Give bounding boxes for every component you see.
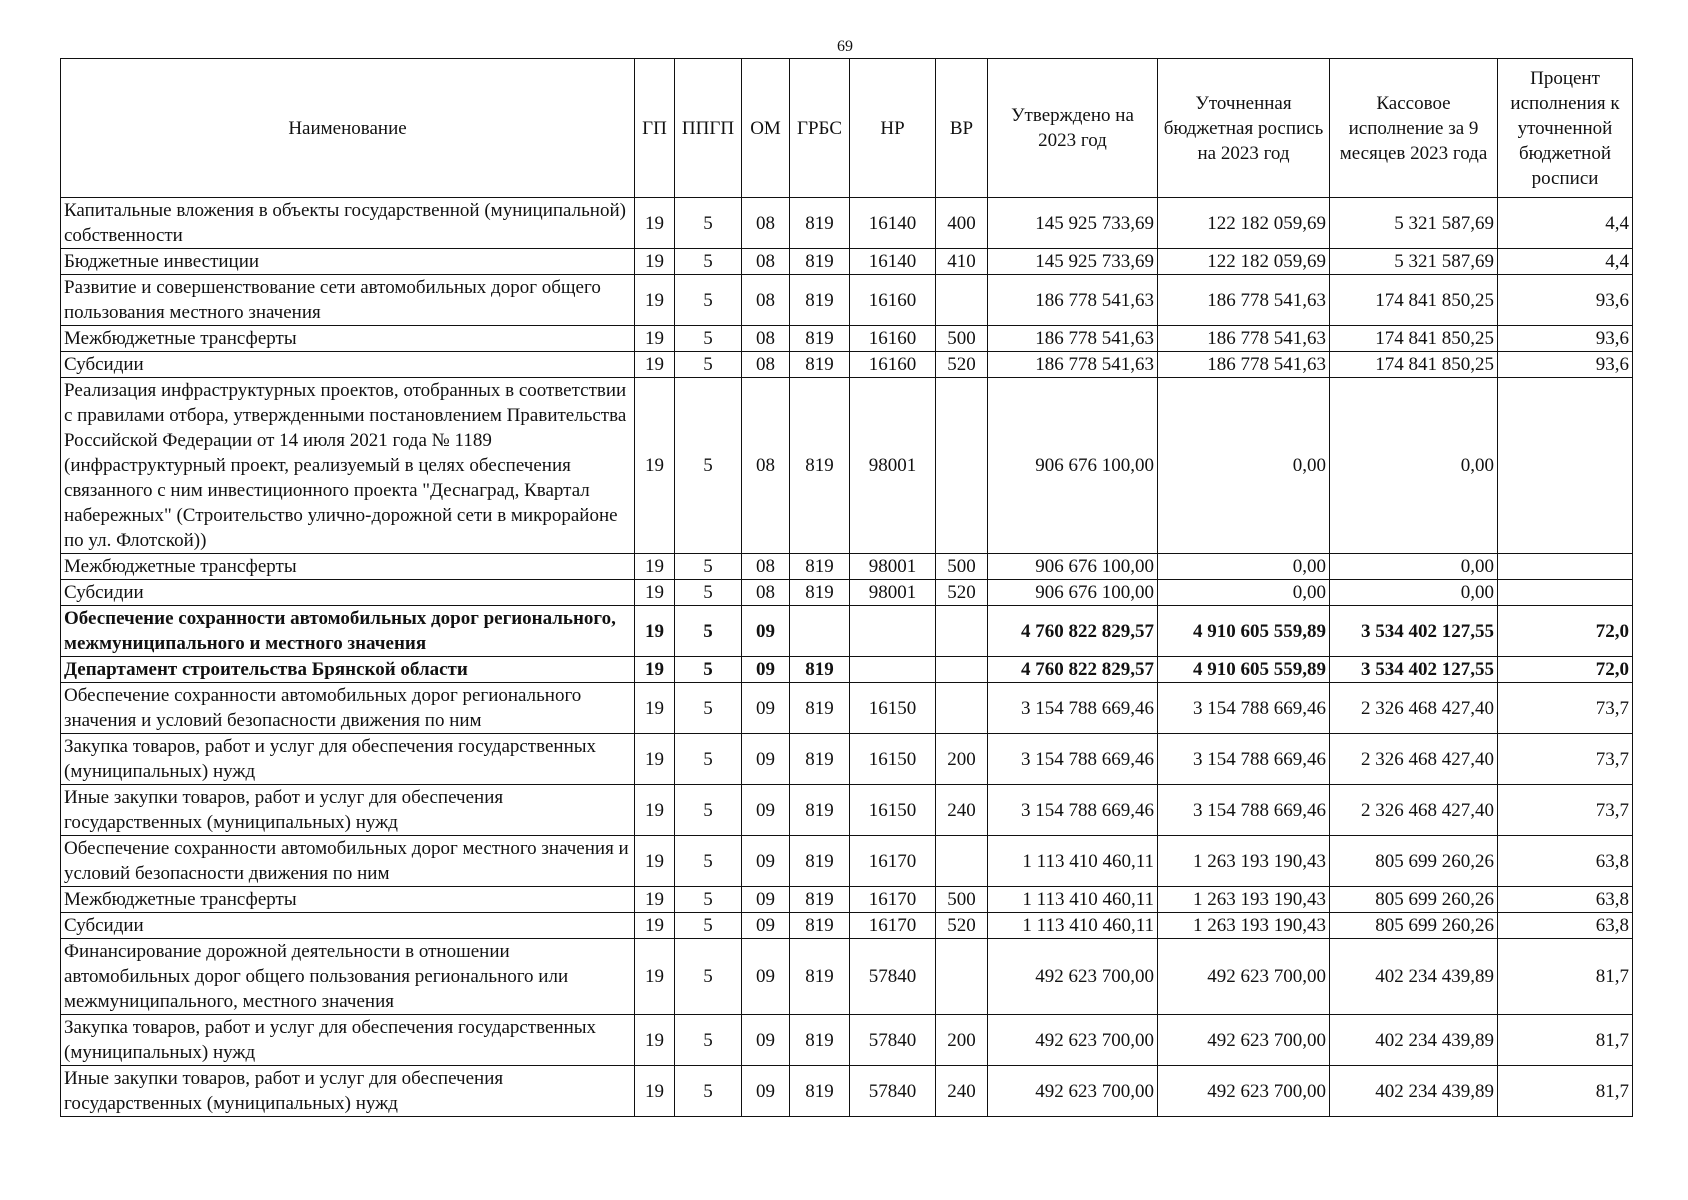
row-nr-cell <box>850 606 936 657</box>
row-gp-cell: 19 <box>635 275 675 326</box>
row-refined-cell: 3 154 788 669,46 <box>1158 734 1330 785</box>
table-body <box>61 198 1633 1117</box>
row-grbs-cell: 819 <box>790 939 850 1015</box>
row-cash-cell: 3 534 402 127,55 <box>1330 657 1498 683</box>
column-header-ppgp: ППГП <box>675 59 742 198</box>
row-om-cell: 09 <box>742 1015 790 1066</box>
row-nr-cell: 98001 <box>850 554 936 580</box>
row-name-cell: Субсидии <box>61 913 635 939</box>
row-percent-cell: 4,4 <box>1498 198 1633 249</box>
row-cash-cell: 174 841 850,25 <box>1330 275 1498 326</box>
row-cash-cell: 0,00 <box>1330 378 1498 554</box>
row-gp-cell: 19 <box>635 326 675 352</box>
table-row <box>61 683 1633 734</box>
row-cash-cell: 402 234 439,89 <box>1330 1015 1498 1066</box>
row-grbs-cell: 819 <box>790 198 850 249</box>
row-cash-cell: 3 534 402 127,55 <box>1330 606 1498 657</box>
row-om-cell: 08 <box>742 249 790 275</box>
row-approved-cell: 186 778 541,63 <box>988 352 1158 378</box>
row-refined-cell: 4 910 605 559,89 <box>1158 657 1330 683</box>
row-percent-cell: 4,4 <box>1498 249 1633 275</box>
row-refined-cell: 492 623 700,00 <box>1158 1066 1330 1117</box>
row-vr-cell: 400 <box>936 198 988 249</box>
row-percent-cell: 72,0 <box>1498 657 1633 683</box>
row-refined-cell: 1 263 193 190,43 <box>1158 913 1330 939</box>
row-name-cell: Обеспечение сохранности автомобильных дорог регионального значения и условий безопасности движения по ним <box>61 683 635 734</box>
row-refined-cell: 0,00 <box>1158 378 1330 554</box>
row-name-cell: Обеспечение сохранности автомобильных дорог регионального, межмуниципального и местного значения <box>61 606 635 657</box>
row-nr-cell: 98001 <box>850 580 936 606</box>
row-approved-cell: 906 676 100,00 <box>988 580 1158 606</box>
row-nr-cell: 16160 <box>850 352 936 378</box>
table-row <box>61 275 1633 326</box>
row-nr-cell: 16170 <box>850 836 936 887</box>
row-ppgp-cell: 5 <box>675 326 742 352</box>
row-gp-cell: 19 <box>635 939 675 1015</box>
row-ppgp-cell: 5 <box>675 734 742 785</box>
row-percent-cell: 63,8 <box>1498 913 1633 939</box>
row-om-cell: 09 <box>742 913 790 939</box>
row-name-cell: Межбюджетные трансферты <box>61 326 635 352</box>
row-percent-cell: 93,6 <box>1498 326 1633 352</box>
row-cash-cell: 805 699 260,26 <box>1330 836 1498 887</box>
row-om-cell: 08 <box>742 198 790 249</box>
column-header-vr: ВР <box>936 59 988 198</box>
row-cash-cell: 174 841 850,25 <box>1330 352 1498 378</box>
row-name-cell: Закупка товаров, работ и услуг для обеспечения государственных (муниципальных) нужд <box>61 734 635 785</box>
page-number: 69 <box>837 38 853 55</box>
row-vr-cell: 500 <box>936 887 988 913</box>
row-name-cell: Реализация инфраструктурных проектов, отобранных в соответствии с правилами отбора, утвержденными постановлением Правительства Российской Федерации от 14 июля 2021 года № 1189 (инфраструктурный проект, реализуемый в целях обеспечения связанного с ним инвестиционного проекта "Деснаград, Квартал набережных" (Строительство улично-дорожной сети в микрорайоне по ул. Флотской)) <box>61 378 635 554</box>
row-refined-cell: 4 910 605 559,89 <box>1158 606 1330 657</box>
row-om-cell: 09 <box>742 785 790 836</box>
row-refined-cell: 122 182 059,69 <box>1158 198 1330 249</box>
row-cash-cell: 2 326 468 427,40 <box>1330 785 1498 836</box>
row-percent-cell: 63,8 <box>1498 887 1633 913</box>
table-row <box>61 734 1633 785</box>
row-ppgp-cell: 5 <box>675 198 742 249</box>
row-om-cell: 09 <box>742 606 790 657</box>
row-om-cell: 08 <box>742 275 790 326</box>
row-refined-cell: 492 623 700,00 <box>1158 1015 1330 1066</box>
row-refined-cell: 0,00 <box>1158 554 1330 580</box>
row-vr-cell <box>936 836 988 887</box>
column-header-om: ОМ <box>742 59 790 198</box>
table-row <box>61 785 1633 836</box>
row-gp-cell: 19 <box>635 580 675 606</box>
row-refined-cell: 1 263 193 190,43 <box>1158 887 1330 913</box>
row-approved-cell: 145 925 733,69 <box>988 249 1158 275</box>
row-grbs-cell: 819 <box>790 352 850 378</box>
table-row <box>61 939 1633 1015</box>
column-header-grbs: ГРБС <box>790 59 850 198</box>
table-row <box>61 657 1633 683</box>
row-ppgp-cell: 5 <box>675 836 742 887</box>
row-ppgp-cell: 5 <box>675 580 742 606</box>
table-row <box>61 198 1633 249</box>
row-cash-cell: 5 321 587,69 <box>1330 198 1498 249</box>
row-approved-cell: 145 925 733,69 <box>988 198 1158 249</box>
row-percent-cell: 93,6 <box>1498 275 1633 326</box>
row-nr-cell: 98001 <box>850 378 936 554</box>
row-approved-cell: 1 113 410 460,11 <box>988 887 1158 913</box>
row-nr-cell: 16150 <box>850 683 936 734</box>
row-grbs-cell: 819 <box>790 887 850 913</box>
row-name-cell: Бюджетные инвестиции <box>61 249 635 275</box>
row-percent-cell: 81,7 <box>1498 939 1633 1015</box>
row-approved-cell: 4 760 822 829,57 <box>988 657 1158 683</box>
row-grbs-cell: 819 <box>790 913 850 939</box>
row-ppgp-cell: 5 <box>675 785 742 836</box>
row-name-cell: Субсидии <box>61 352 635 378</box>
row-vr-cell <box>936 606 988 657</box>
row-gp-cell: 19 <box>635 887 675 913</box>
row-gp-cell: 19 <box>635 683 675 734</box>
row-approved-cell: 492 623 700,00 <box>988 939 1158 1015</box>
table-row <box>61 836 1633 887</box>
row-refined-cell: 186 778 541,63 <box>1158 326 1330 352</box>
table-row <box>61 554 1633 580</box>
table-row <box>61 352 1633 378</box>
column-header-percent: Процент исполнения к уточненной бюджетной росписи <box>1498 59 1633 198</box>
row-approved-cell: 3 154 788 669,46 <box>988 683 1158 734</box>
row-ppgp-cell: 5 <box>675 249 742 275</box>
column-header-gp: ГП <box>635 59 675 198</box>
row-om-cell: 09 <box>742 683 790 734</box>
row-refined-cell: 186 778 541,63 <box>1158 275 1330 326</box>
row-om-cell: 09 <box>742 836 790 887</box>
row-gp-cell: 19 <box>635 785 675 836</box>
row-ppgp-cell: 5 <box>675 1066 742 1117</box>
row-ppgp-cell: 5 <box>675 1015 742 1066</box>
row-approved-cell: 906 676 100,00 <box>988 554 1158 580</box>
row-approved-cell: 186 778 541,63 <box>988 275 1158 326</box>
row-cash-cell: 2 326 468 427,40 <box>1330 734 1498 785</box>
row-approved-cell: 492 623 700,00 <box>988 1015 1158 1066</box>
row-grbs-cell: 819 <box>790 326 850 352</box>
row-cash-cell: 0,00 <box>1330 554 1498 580</box>
row-vr-cell <box>936 657 988 683</box>
row-ppgp-cell: 5 <box>675 657 742 683</box>
row-gp-cell: 19 <box>635 352 675 378</box>
row-approved-cell: 186 778 541,63 <box>988 326 1158 352</box>
row-nr-cell: 57840 <box>850 939 936 1015</box>
row-grbs-cell: 819 <box>790 1066 850 1117</box>
row-cash-cell: 2 326 468 427,40 <box>1330 683 1498 734</box>
row-approved-cell: 3 154 788 669,46 <box>988 734 1158 785</box>
row-nr-cell: 16150 <box>850 734 936 785</box>
row-om-cell: 08 <box>742 352 790 378</box>
row-cash-cell: 402 234 439,89 <box>1330 939 1498 1015</box>
row-ppgp-cell: 5 <box>675 378 742 554</box>
column-header-refined: Уточненная бюджетная роспись на 2023 год <box>1158 59 1330 198</box>
table-row <box>61 1015 1633 1066</box>
row-approved-cell: 906 676 100,00 <box>988 378 1158 554</box>
table-header-row <box>61 59 1633 198</box>
table-row <box>61 913 1633 939</box>
row-cash-cell: 174 841 850,25 <box>1330 326 1498 352</box>
row-grbs-cell: 819 <box>790 249 850 275</box>
budget-table <box>60 58 1633 1117</box>
row-grbs-cell: 819 <box>790 378 850 554</box>
row-nr-cell: 16140 <box>850 249 936 275</box>
row-percent-cell: 93,6 <box>1498 352 1633 378</box>
row-vr-cell: 500 <box>936 326 988 352</box>
row-om-cell: 09 <box>742 887 790 913</box>
row-gp-cell: 19 <box>635 198 675 249</box>
row-name-cell: Межбюджетные трансферты <box>61 887 635 913</box>
row-percent-cell <box>1498 378 1633 554</box>
row-percent-cell <box>1498 580 1633 606</box>
row-cash-cell: 0,00 <box>1330 580 1498 606</box>
row-percent-cell: 73,7 <box>1498 734 1633 785</box>
row-om-cell: 08 <box>742 580 790 606</box>
row-name-cell: Департамент строительства Брянской области <box>61 657 635 683</box>
row-ppgp-cell: 5 <box>675 913 742 939</box>
row-percent-cell: 81,7 <box>1498 1015 1633 1066</box>
row-approved-cell: 492 623 700,00 <box>988 1066 1158 1117</box>
column-header-nr: НР <box>850 59 936 198</box>
row-vr-cell: 520 <box>936 580 988 606</box>
row-grbs-cell: 819 <box>790 554 850 580</box>
row-name-cell: Обеспечение сохранности автомобильных дорог местного значения и условий безопасности движения по ним <box>61 836 635 887</box>
row-nr-cell: 57840 <box>850 1066 936 1117</box>
row-om-cell: 09 <box>742 734 790 785</box>
row-approved-cell: 1 113 410 460,11 <box>988 913 1158 939</box>
row-ppgp-cell: 5 <box>675 352 742 378</box>
row-cash-cell: 805 699 260,26 <box>1330 913 1498 939</box>
row-vr-cell: 200 <box>936 1015 988 1066</box>
table-row <box>61 326 1633 352</box>
row-gp-cell: 19 <box>635 606 675 657</box>
row-grbs-cell: 819 <box>790 734 850 785</box>
table-row <box>61 249 1633 275</box>
row-nr-cell: 16140 <box>850 198 936 249</box>
row-ppgp-cell: 5 <box>675 939 742 1015</box>
row-refined-cell: 3 154 788 669,46 <box>1158 683 1330 734</box>
row-gp-cell: 19 <box>635 657 675 683</box>
row-nr-cell: 16170 <box>850 887 936 913</box>
row-nr-cell: 16160 <box>850 326 936 352</box>
row-gp-cell: 19 <box>635 913 675 939</box>
row-grbs-cell: 819 <box>790 275 850 326</box>
row-vr-cell: 240 <box>936 1066 988 1117</box>
row-grbs-cell <box>790 606 850 657</box>
row-nr-cell: 57840 <box>850 1015 936 1066</box>
row-gp-cell: 19 <box>635 734 675 785</box>
row-nr-cell: 16160 <box>850 275 936 326</box>
row-refined-cell: 0,00 <box>1158 580 1330 606</box>
row-grbs-cell: 819 <box>790 785 850 836</box>
row-approved-cell: 4 760 822 829,57 <box>988 606 1158 657</box>
table-row <box>61 887 1633 913</box>
row-nr-cell <box>850 657 936 683</box>
row-grbs-cell: 819 <box>790 580 850 606</box>
row-name-cell: Развитие и совершенствование сети автомобильных дорог общего пользования местного значения <box>61 275 635 326</box>
table-row <box>61 378 1633 554</box>
row-om-cell: 09 <box>742 939 790 1015</box>
row-gp-cell: 19 <box>635 836 675 887</box>
row-refined-cell: 1 263 193 190,43 <box>1158 836 1330 887</box>
row-percent-cell: 63,8 <box>1498 836 1633 887</box>
row-grbs-cell: 819 <box>790 1015 850 1066</box>
row-name-cell: Капитальные вложения в объекты государственной (муниципальной) собственности <box>61 198 635 249</box>
row-refined-cell: 186 778 541,63 <box>1158 352 1330 378</box>
row-cash-cell: 805 699 260,26 <box>1330 887 1498 913</box>
row-name-cell: Субсидии <box>61 580 635 606</box>
row-percent-cell: 73,7 <box>1498 785 1633 836</box>
row-percent-cell: 73,7 <box>1498 683 1633 734</box>
row-vr-cell <box>936 275 988 326</box>
row-grbs-cell: 819 <box>790 683 850 734</box>
row-gp-cell: 19 <box>635 1015 675 1066</box>
table-row <box>61 580 1633 606</box>
row-refined-cell: 3 154 788 669,46 <box>1158 785 1330 836</box>
row-approved-cell: 3 154 788 669,46 <box>988 785 1158 836</box>
row-vr-cell <box>936 683 988 734</box>
row-percent-cell: 81,7 <box>1498 1066 1633 1117</box>
row-vr-cell: 500 <box>936 554 988 580</box>
row-om-cell: 08 <box>742 554 790 580</box>
row-cash-cell: 402 234 439,89 <box>1330 1066 1498 1117</box>
row-gp-cell: 19 <box>635 378 675 554</box>
row-ppgp-cell: 5 <box>675 554 742 580</box>
row-vr-cell: 410 <box>936 249 988 275</box>
row-om-cell: 09 <box>742 1066 790 1117</box>
row-vr-cell: 240 <box>936 785 988 836</box>
row-om-cell: 09 <box>742 657 790 683</box>
row-vr-cell: 520 <box>936 913 988 939</box>
row-nr-cell: 16170 <box>850 913 936 939</box>
column-header-cash: Кассовое исполнение за 9 месяцев 2023 года <box>1330 59 1498 198</box>
row-name-cell: Иные закупки товаров, работ и услуг для обеспечения государственных (муниципальных) нужд <box>61 1066 635 1117</box>
row-name-cell: Финансирование дорожной деятельности в отношении автомобильных дорог общего пользования регионального или межмуниципального, местного значения <box>61 939 635 1015</box>
row-grbs-cell: 819 <box>790 836 850 887</box>
row-gp-cell: 19 <box>635 1066 675 1117</box>
column-header-name: Наименование <box>61 59 635 198</box>
row-grbs-cell: 819 <box>790 657 850 683</box>
row-om-cell: 08 <box>742 378 790 554</box>
row-ppgp-cell: 5 <box>675 887 742 913</box>
row-gp-cell: 19 <box>635 249 675 275</box>
row-gp-cell: 19 <box>635 554 675 580</box>
row-refined-cell: 122 182 059,69 <box>1158 249 1330 275</box>
row-om-cell: 08 <box>742 326 790 352</box>
row-ppgp-cell: 5 <box>675 606 742 657</box>
row-vr-cell: 520 <box>936 352 988 378</box>
row-cash-cell: 5 321 587,69 <box>1330 249 1498 275</box>
row-vr-cell <box>936 378 988 554</box>
row-ppgp-cell: 5 <box>675 683 742 734</box>
table-row <box>61 606 1633 657</box>
table-row <box>61 1066 1633 1117</box>
row-percent-cell: 72,0 <box>1498 606 1633 657</box>
row-vr-cell <box>936 939 988 1015</box>
row-ppgp-cell: 5 <box>675 275 742 326</box>
column-header-approved: Утверждено на 2023 год <box>988 59 1158 198</box>
row-vr-cell: 200 <box>936 734 988 785</box>
row-name-cell: Межбюджетные трансферты <box>61 554 635 580</box>
row-nr-cell: 16150 <box>850 785 936 836</box>
row-name-cell: Иные закупки товаров, работ и услуг для обеспечения государственных (муниципальных) нужд <box>61 785 635 836</box>
row-percent-cell <box>1498 554 1633 580</box>
row-refined-cell: 492 623 700,00 <box>1158 939 1330 1015</box>
row-name-cell: Закупка товаров, работ и услуг для обеспечения государственных (муниципальных) нужд <box>61 1015 635 1066</box>
row-approved-cell: 1 113 410 460,11 <box>988 836 1158 887</box>
